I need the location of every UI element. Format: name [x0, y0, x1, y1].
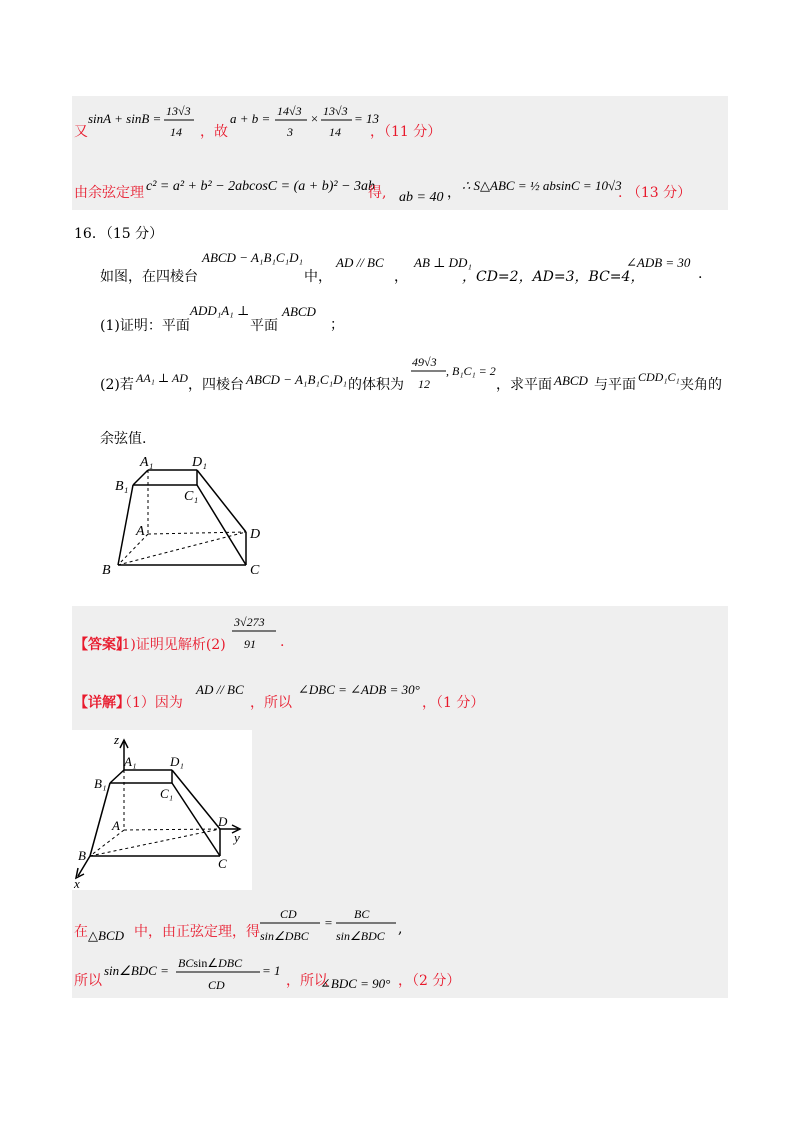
- formula-ab-40: ab = 40: [399, 190, 444, 205]
- part2-cont: 余弦值.: [100, 431, 147, 447]
- stem-ad-parallel-bc: AD // BC: [336, 255, 384, 270]
- stem-given: ，CD=2，AD=3，BC=4，: [462, 269, 645, 285]
- label-d1: D₁: [192, 455, 207, 470]
- svg-text:3: 3: [287, 125, 293, 139]
- label-b: B: [78, 848, 86, 863]
- svg-text:CD: CD: [208, 978, 225, 992]
- label-a: A: [112, 818, 120, 833]
- svg-text:CD: CD: [280, 907, 297, 921]
- text-de: 得,: [368, 185, 387, 201]
- part2-tail: 夹角的: [680, 377, 722, 393]
- answer-label: 【答案】: [74, 637, 130, 653]
- svg-text:=: =: [324, 915, 333, 930]
- score-1: ，（1 分）: [422, 695, 485, 711]
- part2-prefix: (2)若: [100, 377, 134, 393]
- label-x: x: [74, 876, 80, 891]
- label-c1: C₁: [184, 489, 199, 504]
- svg-text:×: ×: [310, 111, 319, 126]
- result-formula: [104, 951, 284, 997]
- detail-ad-bc: AD // BC: [196, 682, 244, 697]
- part2-cond2: , B₁C₁ = 2: [446, 364, 496, 378]
- label-a1: A₁: [140, 455, 154, 470]
- frustum-figure: [100, 450, 280, 585]
- sines-formula: [258, 902, 398, 948]
- stem-ab-perp-dd1: AB ⊥ DD₁: [414, 255, 472, 270]
- label-a: A: [136, 524, 145, 539]
- edge-bb1: [90, 783, 110, 856]
- stem-mid: 中，: [304, 269, 332, 285]
- answer-end: .: [280, 634, 285, 650]
- svg-text:13√3: 13√3: [166, 104, 191, 118]
- svg-text:14√3: 14√3: [277, 104, 302, 118]
- svg-text:sin∠BDC: sin∠BDC: [336, 929, 385, 943]
- part2-mid3: ，求平面: [496, 377, 552, 393]
- result-mid: ，所以: [286, 973, 328, 989]
- edge-dd1: [197, 470, 246, 532]
- stem-end: .: [698, 266, 703, 282]
- stem-angle-adb: ∠ADB = 30: [626, 255, 691, 270]
- part2-mid2: 的体积为: [348, 377, 404, 393]
- detail-mid: ，所以: [250, 695, 292, 711]
- part1-plane1: ADD₁A₁ ⊥: [190, 303, 250, 318]
- svg-text:sin∠DBC: sin∠DBC: [260, 929, 309, 943]
- text-law-of-cosines: 由余弦定理: [74, 185, 144, 201]
- svg-text:sinA + sinB =: sinA + sinB =: [88, 111, 162, 126]
- score-2: ，（2 分）: [398, 973, 461, 989]
- formula-sinA-sinB: [88, 99, 200, 145]
- sines-mid: 中，由正弦定理，得: [134, 924, 260, 940]
- answer-text: (1)证明见解析(2): [116, 637, 226, 653]
- label-b1: B₁: [115, 479, 129, 494]
- svg-text:sin∠BDC =: sin∠BDC =: [104, 963, 169, 978]
- sines-triangle: △BCD: [88, 928, 124, 943]
- comma: ，: [447, 185, 461, 201]
- label-d: D: [218, 814, 228, 829]
- score-13: . （13 分）: [618, 185, 692, 201]
- edge-bb1: [118, 485, 133, 565]
- edge-cc1: [197, 485, 246, 565]
- detail-angles: ∠DBC = ∠ADB = 30°: [298, 682, 420, 697]
- part2-mid: ，四棱台: [188, 377, 244, 393]
- part1-mid: 平面: [250, 318, 278, 334]
- problem-number: 16．（15 分）: [74, 226, 164, 242]
- svg-text:BCsin∠DBC: BCsin∠DBC: [178, 956, 243, 970]
- svg-text:91: 91: [244, 637, 256, 651]
- part2-solid: ABCD − A₁B₁C₁D₁: [246, 372, 347, 387]
- formula-a-plus-b: [230, 99, 380, 145]
- formula-c-squared: c² = a² + b² − 2abcosC = (a + b)² − 3ab: [146, 179, 376, 194]
- result-angle: ∠BDC = 90°: [320, 976, 391, 991]
- svg-text:14: 14: [329, 125, 341, 139]
- text-you: 又: [74, 124, 88, 140]
- label-b1: B₁: [94, 776, 107, 791]
- stem-solid: ABCD − A₁B₁C₁D₁: [202, 250, 303, 265]
- stem-intro: 如图，在四棱台: [100, 269, 198, 285]
- svg-text:13√3: 13√3: [323, 104, 348, 118]
- svg-text:a + b =: a + b =: [230, 111, 271, 126]
- detail-label: 【详解】: [74, 695, 130, 711]
- label-c: C: [250, 563, 260, 578]
- part2-mid4: 与平面: [594, 377, 636, 393]
- svg-text:= 13: = 13: [354, 111, 380, 126]
- svg-text:49√3: 49√3: [412, 355, 437, 369]
- text-gu: ，故: [200, 124, 228, 140]
- label-b: B: [102, 563, 111, 578]
- sines-end: ,: [398, 921, 403, 937]
- edge-ab-hidden: [90, 830, 124, 856]
- part2-volume: [410, 350, 450, 396]
- part1-end: ；: [330, 317, 344, 333]
- svg-text:12: 12: [418, 377, 430, 391]
- label-y: y: [234, 830, 240, 845]
- label-c: C: [218, 856, 227, 871]
- part2-cond: AA₁ ⊥ AD: [136, 371, 188, 385]
- label-d: D: [250, 527, 261, 542]
- part1-plane2: ABCD: [282, 304, 316, 319]
- edge-a1b1: [133, 470, 148, 485]
- svg-text:BC: BC: [354, 907, 370, 921]
- score-11: ，（11 分）: [370, 124, 442, 140]
- detail-text: （1）因为: [118, 695, 183, 711]
- edge-a1b1: [110, 770, 124, 783]
- formula-area: ∴ S△ABC = ½ absinC = 10√3: [462, 178, 622, 193]
- answer-value: [232, 610, 285, 656]
- svg-text:= 1: = 1: [262, 963, 281, 978]
- part2-plane1: ABCD: [554, 373, 588, 388]
- result-prefix: 所以: [74, 973, 102, 989]
- label-z: z: [114, 732, 120, 747]
- svg-text:3√273: 3√273: [234, 615, 265, 629]
- label-a1: A₁: [124, 754, 137, 769]
- svg-text:14: 14: [170, 125, 182, 139]
- label-d1: D₁: [170, 754, 184, 769]
- edge-ad-hidden: [148, 532, 246, 534]
- part1-prefix: (1)证明：平面: [100, 318, 190, 334]
- coordinate-figure: [72, 730, 252, 890]
- edge-ad-hidden: [124, 829, 220, 830]
- label-c1: C₁: [160, 786, 174, 801]
- stem-sep: ，: [394, 269, 408, 285]
- sines-prefix: 在: [74, 924, 88, 940]
- edge-bd-hidden: [90, 829, 220, 856]
- part2-plane2: CDD₁C₁: [638, 370, 680, 384]
